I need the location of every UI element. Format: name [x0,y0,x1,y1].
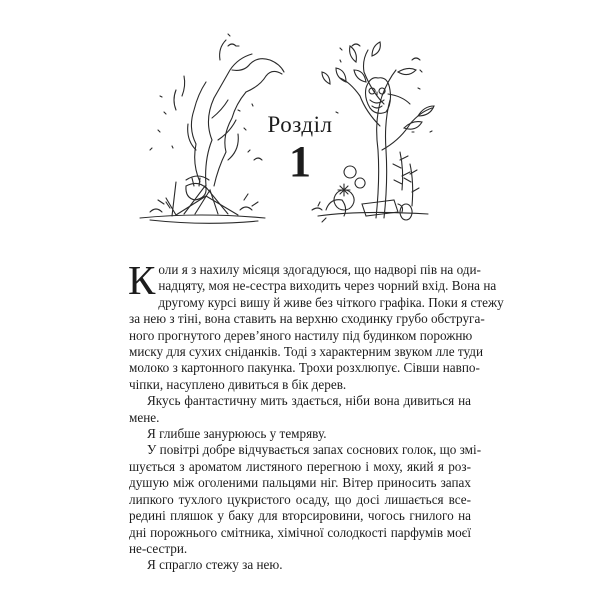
text-line: У повітрі добре відчувається запах соснових голок, що змі- [147,442,482,458]
text-line: Я спрагло стежу за нею. [147,557,283,573]
chapter-body [128,257,504,574]
text-line: не-сестри. [129,540,188,556]
text-line: Я глибше занурююсь у темряву. [147,426,327,442]
text-line: редині пляшок у баку для вторсировини, чогось гнилого на [129,508,471,524]
text-line: ного прогнутого дерев’яного настилу під будинком порожню [129,327,473,343]
text-line: липкого тухлого цукристого осаду, що досі лишається все- [129,491,471,507]
text-line: шується з ароматом листяного перегною і моху, який я роз- [129,458,471,474]
drop-cap: К [128,257,156,303]
paragraph-1 [128,257,504,393]
text-line: за нею з тіні, вона ставить на верхню сходинку грубо обструга- [129,311,485,327]
text-line: молоко з картонного пакунка. Трохи розхлюпує. Сівши навпо- [129,360,480,376]
text-line: чіпки, насуплено дивиться в бік дерев. [129,376,347,392]
text-line: Якусь фантастичну мить здається, ніби вона дивиться на [147,393,471,409]
text-line: другому курсі вишу й живе без чіткого графіка. Поки я стежу [158,294,504,310]
paragraph-2 [129,393,471,426]
text-line: оли я з нахилу місяця здогадуюся, що надворі пів на оди- [158,262,481,277]
paragraph-3 [129,426,471,442]
text-line: дні порожнього смітника, хімічної солодкості парфумів моєї [129,524,471,540]
text-line: надцяту, моя не-сестра виходить через чорний вхід. Вона на [158,278,497,294]
chapter-label: Розділ [267,112,333,137]
text-line: душую між оголеними пальцями ніг. Вітер приносить запах [129,475,471,491]
chapter-number: 1 [289,137,311,186]
paragraph-4 [129,442,482,557]
text-line: мене. [129,409,160,425]
paragraph-5 [129,557,471,573]
text-line: миску для сухих сніданків. Тоді з характерним звуком лле туди [129,344,484,360]
